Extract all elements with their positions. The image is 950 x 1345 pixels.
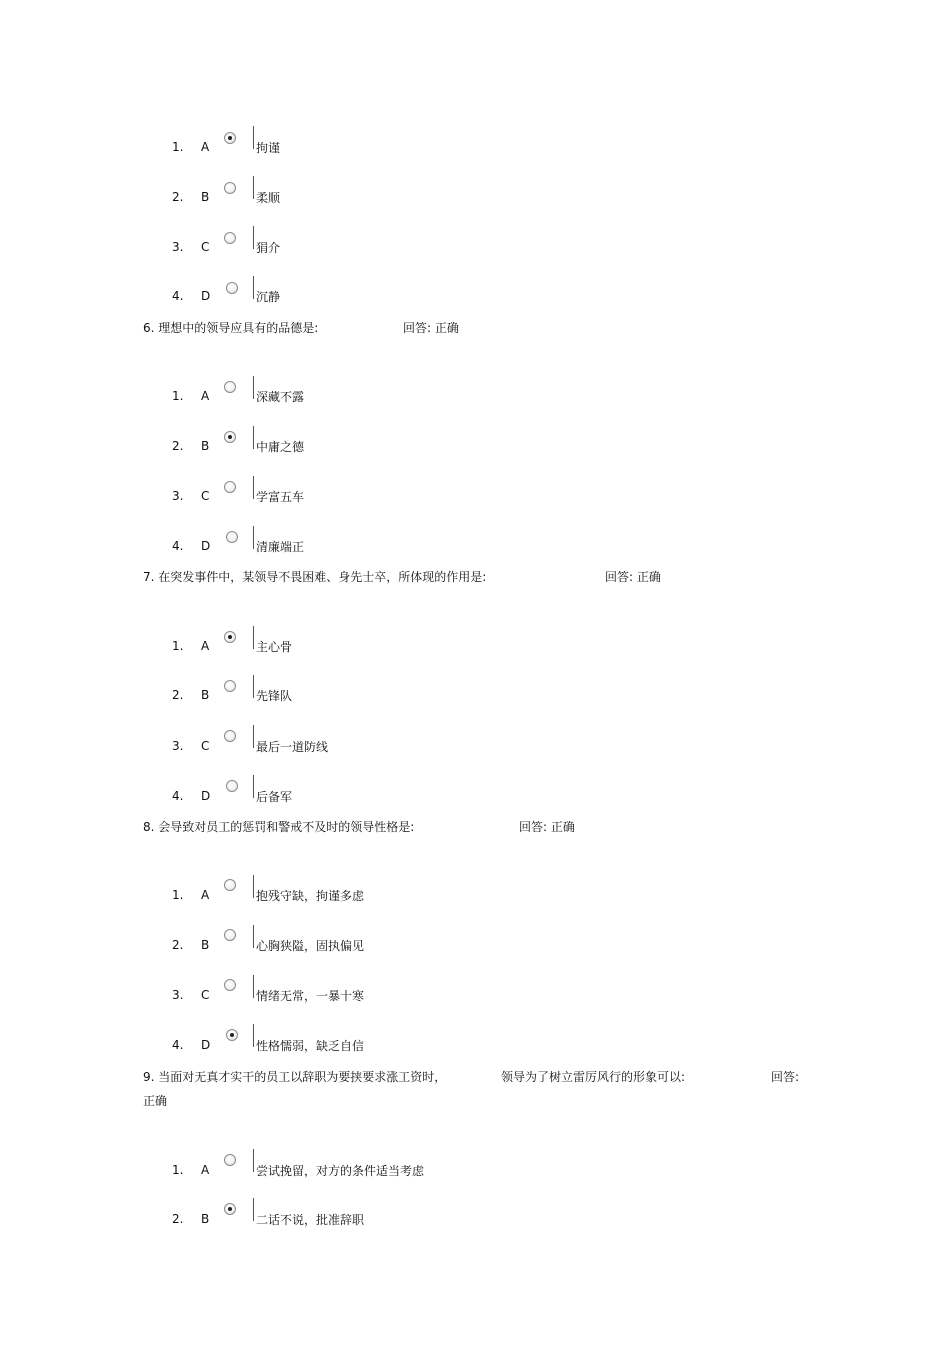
option-text: 二话不说，批准辞职 <box>256 1213 365 1227</box>
option-text: 沉静 <box>256 290 281 304</box>
divider <box>253 526 254 549</box>
option-letter: D <box>201 289 211 303</box>
option-text: 主心骨 <box>256 640 293 654</box>
question-text: 6. 理想中的领导应具有的品德是: <box>143 321 319 335</box>
option-letter: A <box>201 888 210 902</box>
option-letter: B <box>201 938 210 952</box>
option-radio[interactable] <box>224 182 236 194</box>
option-number: 1. <box>172 140 184 154</box>
option-number: 2. <box>172 688 184 702</box>
answer-value: 正确 <box>143 1094 168 1108</box>
divider <box>253 1024 254 1047</box>
question-text: 7. 在突发事件中，某领导不畏困难、身先士卒，所体现的作用是: <box>143 570 487 584</box>
option-number: 2. <box>172 439 184 453</box>
option-letter: C <box>201 240 210 254</box>
option-number: 1. <box>172 389 184 403</box>
option-number: 2. <box>172 190 184 204</box>
option-letter: B <box>201 190 210 204</box>
answer-status: 回答: 正确 <box>605 570 661 584</box>
question-text: 9. 当面对无真才实干的员工以辞职为要挟要求涨工资时， <box>143 1070 447 1084</box>
option-radio[interactable] <box>226 531 238 543</box>
option-letter: B <box>201 1212 210 1226</box>
option-number: 2. <box>172 938 184 952</box>
option-radio[interactable] <box>224 631 236 643</box>
option-number: 3. <box>172 988 184 1002</box>
option-radio[interactable] <box>224 431 236 443</box>
option-number: 4. <box>172 1038 184 1052</box>
option-number: 1. <box>172 1163 184 1177</box>
option-radio[interactable] <box>224 481 236 493</box>
option-radio[interactable] <box>224 979 236 991</box>
option-letter: B <box>201 688 210 702</box>
divider <box>253 725 254 748</box>
option-text: 尝试挽留，对方的条件适当考虑 <box>256 1164 425 1178</box>
divider <box>253 626 254 649</box>
option-letter: A <box>201 1163 210 1177</box>
divider <box>253 975 254 998</box>
option-radio[interactable] <box>226 780 238 792</box>
option-text: 狷介 <box>256 241 281 255</box>
option-number: 3. <box>172 739 184 753</box>
option-letter: A <box>201 140 210 154</box>
option-number: 4. <box>172 789 184 803</box>
answer-label: 回答: <box>771 1070 800 1084</box>
option-letter: D <box>201 789 211 803</box>
radio-dot <box>228 435 232 439</box>
option-text: 先锋队 <box>256 689 293 703</box>
divider <box>253 426 254 449</box>
option-radio[interactable] <box>224 132 236 144</box>
option-text: 心胸狭隘，固执偏见 <box>256 939 365 953</box>
divider <box>253 476 254 499</box>
divider <box>253 925 254 948</box>
question-text-continued: 领导为了树立雷厉风行的形象可以: <box>501 1070 686 1084</box>
divider <box>253 875 254 898</box>
divider <box>253 1198 254 1221</box>
option-letter: D <box>201 539 211 553</box>
divider <box>253 176 254 199</box>
option-number: 3. <box>172 240 184 254</box>
divider <box>253 376 254 399</box>
option-letter: C <box>201 489 210 503</box>
divider <box>253 1149 254 1172</box>
option-letter: B <box>201 439 210 453</box>
divider <box>253 126 254 149</box>
divider <box>253 226 254 249</box>
option-number: 4. <box>172 539 184 553</box>
option-radio[interactable] <box>224 680 236 692</box>
option-number: 1. <box>172 888 184 902</box>
divider <box>253 276 254 299</box>
option-text: 深藏不露 <box>256 390 305 404</box>
option-number: 2. <box>172 1212 184 1226</box>
option-letter: D <box>201 1038 211 1052</box>
option-radio[interactable] <box>224 879 236 891</box>
option-text: 中庸之德 <box>256 440 305 454</box>
option-radio[interactable] <box>224 232 236 244</box>
option-letter: A <box>201 389 210 403</box>
option-text: 最后一道防线 <box>256 740 329 754</box>
option-text: 学富五车 <box>256 490 305 504</box>
radio-dot <box>228 1207 232 1211</box>
option-letter: A <box>201 639 210 653</box>
option-number: 1. <box>172 639 184 653</box>
option-number: 3. <box>172 489 184 503</box>
answer-status: 回答: 正确 <box>403 321 459 335</box>
divider <box>253 675 254 698</box>
option-radio[interactable] <box>224 381 236 393</box>
option-radio[interactable] <box>224 730 236 742</box>
radio-dot <box>228 136 232 140</box>
radio-dot <box>228 635 232 639</box>
option-letter: C <box>201 988 210 1002</box>
option-text: 柔顺 <box>256 191 281 205</box>
option-radio[interactable] <box>224 929 236 941</box>
option-text: 清廉端正 <box>256 540 305 554</box>
option-text: 后备军 <box>256 790 293 804</box>
option-text: 性格懦弱，缺乏自信 <box>256 1039 365 1053</box>
option-radio[interactable] <box>224 1203 236 1215</box>
radio-dot <box>230 1033 234 1037</box>
answer-status: 回答: 正确 <box>519 820 575 834</box>
option-radio[interactable] <box>226 1029 238 1041</box>
option-radio[interactable] <box>224 1154 236 1166</box>
option-text: 抱残守缺，拘谨多虑 <box>256 889 365 903</box>
divider <box>253 775 254 798</box>
option-letter: C <box>201 739 210 753</box>
option-number: 4. <box>172 289 184 303</box>
option-radio[interactable] <box>226 282 238 294</box>
option-text: 拘谨 <box>256 141 281 155</box>
question-text: 8. 会导致对员工的惩罚和警戒不及时的领导性格是: <box>143 820 415 834</box>
option-text: 情绪无常，一暴十寒 <box>256 989 365 1003</box>
